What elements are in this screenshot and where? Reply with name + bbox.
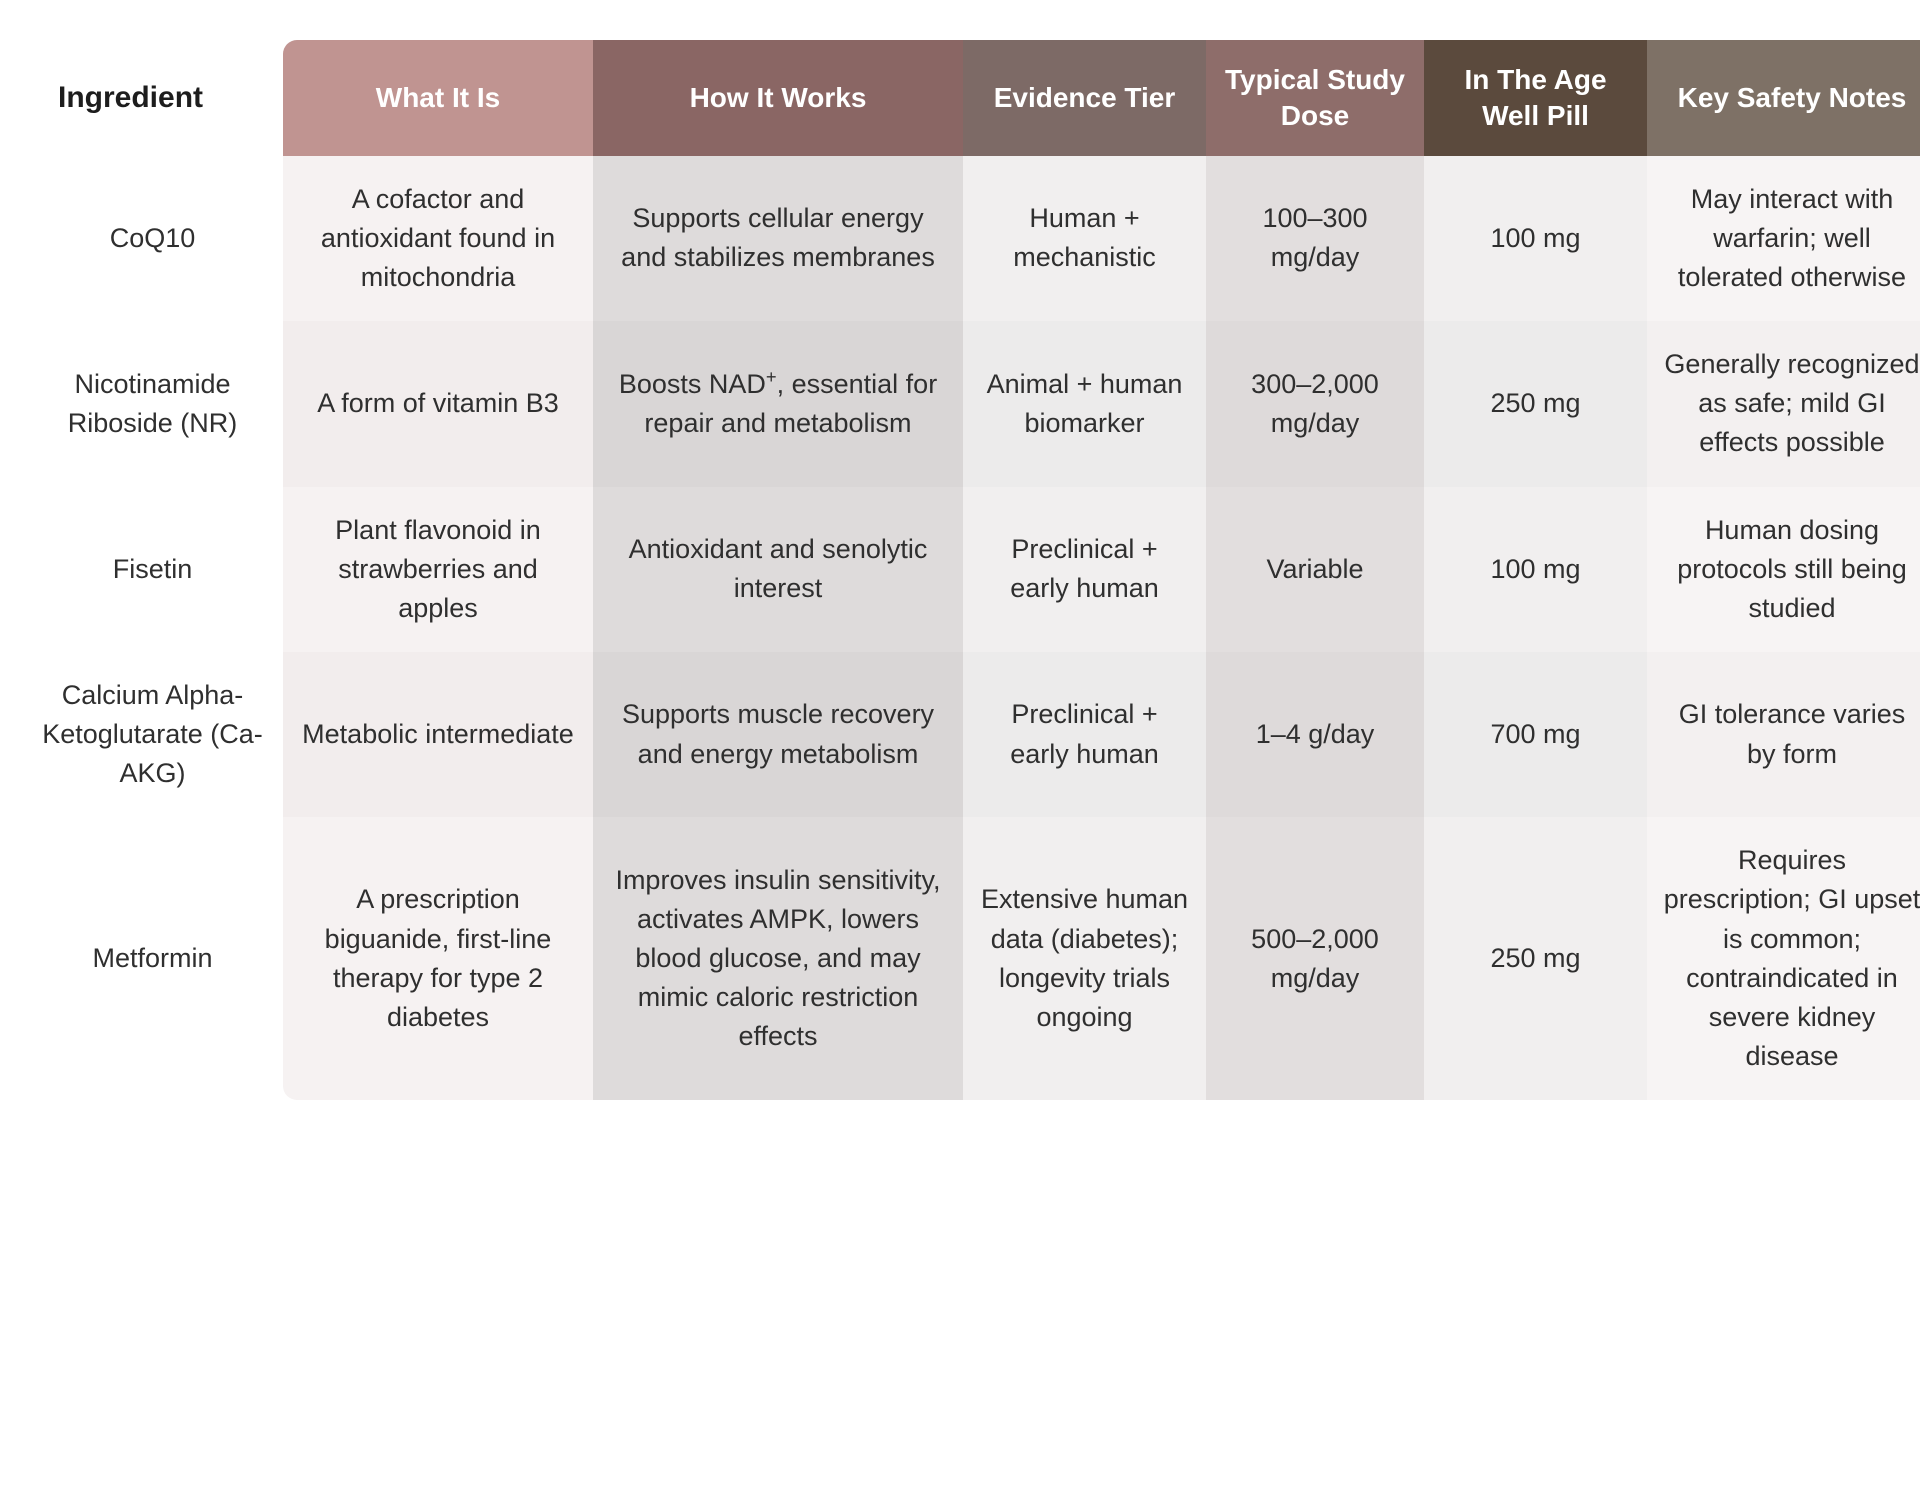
column-header-how-it-works: How It Works (593, 40, 963, 156)
cell-key-safety-notes: Requires prescription; GI upset is common; contraindicated in severe kidney disease (1647, 817, 1920, 1100)
table-row (30, 321, 1920, 486)
cell-key-safety-notes: Human dosing protocols still being studied (1647, 487, 1920, 652)
cell-typical-study-dose: 500–2,000 mg/day (1206, 817, 1424, 1100)
column-header-key-safety-notes: Key Safety Notes (1647, 40, 1920, 156)
column-header-ingredient: Ingredient (30, 40, 283, 156)
column-header-in-the-age-well-pill: In The Age Well Pill (1424, 40, 1647, 156)
cell-in-the-age-well-pill: 100 mg (1424, 156, 1647, 321)
cell-what-it-is: A form of vitamin B3 (283, 321, 593, 486)
cell-in-the-age-well-pill: 700 mg (1424, 652, 1647, 817)
cell-evidence-tier: Extensive human data (diabetes); longevity trials ongoing (963, 817, 1206, 1100)
row-label: CoQ10 (30, 156, 283, 321)
cell-typical-study-dose: 300–2,000 mg/day (1206, 321, 1424, 486)
cell-evidence-tier: Preclinical + early human (963, 652, 1206, 817)
cell-what-it-is: Plant flavonoid in strawberries and apples (283, 487, 593, 652)
table-body (30, 156, 1920, 1101)
cell-in-the-age-well-pill: 250 mg (1424, 817, 1647, 1100)
cell-how-it-works: Improves insulin sensitivity, activates AMPK, lowers blood glucose, and may mimic caloric restriction effects (593, 817, 963, 1100)
cell-how-it-works: Antioxidant and senolytic interest (593, 487, 963, 652)
row-label: Nicotinamide Riboside (NR) (30, 321, 283, 486)
cell-evidence-tier: Preclinical + early human (963, 487, 1206, 652)
row-label: Metformin (30, 817, 283, 1100)
cell-what-it-is: Metabolic intermediate (283, 652, 593, 817)
cell-how-it-works: Boosts NAD+, essential for repair and metabolism (593, 321, 963, 486)
cell-what-it-is: A cofactor and antioxidant found in mitochondria (283, 156, 593, 321)
cell-in-the-age-well-pill: 100 mg (1424, 487, 1647, 652)
cell-key-safety-notes: May interact with warfarin; well tolerated otherwise (1647, 156, 1920, 321)
cell-typical-study-dose: Variable (1206, 487, 1424, 652)
cell-how-it-works: Supports cellular energy and stabilizes membranes (593, 156, 963, 321)
cell-key-safety-notes: Generally recognized as safe; mild GI effects possible (1647, 321, 1920, 486)
cell-typical-study-dose: 100–300 mg/day (1206, 156, 1424, 321)
header-row (30, 40, 1920, 156)
table-row (30, 156, 1920, 321)
cell-in-the-age-well-pill: 250 mg (1424, 321, 1647, 486)
column-header-evidence-tier: Evidence Tier (963, 40, 1206, 156)
ingredient-comparison-table (30, 40, 1920, 1100)
row-label: Fisetin (30, 487, 283, 652)
table-row (30, 487, 1920, 652)
table-row (30, 817, 1920, 1100)
table-row (30, 652, 1920, 817)
cell-typical-study-dose: 1–4 g/day (1206, 652, 1424, 817)
row-label: Calcium Alpha-Ketoglutarate (Ca-AKG) (30, 652, 283, 817)
cell-key-safety-notes: GI tolerance varies by form (1647, 652, 1920, 817)
table-header (30, 40, 1920, 156)
cell-what-it-is: A prescription biguanide, first-line therapy for type 2 diabetes (283, 817, 593, 1100)
column-header-what-it-is: What It Is (283, 40, 593, 156)
column-header-typical-study-dose: Typical Study Dose (1206, 40, 1424, 156)
cell-how-it-works: Supports muscle recovery and energy metabolism (593, 652, 963, 817)
cell-evidence-tier: Human + mechanistic (963, 156, 1206, 321)
cell-evidence-tier: Animal + human biomarker (963, 321, 1206, 486)
